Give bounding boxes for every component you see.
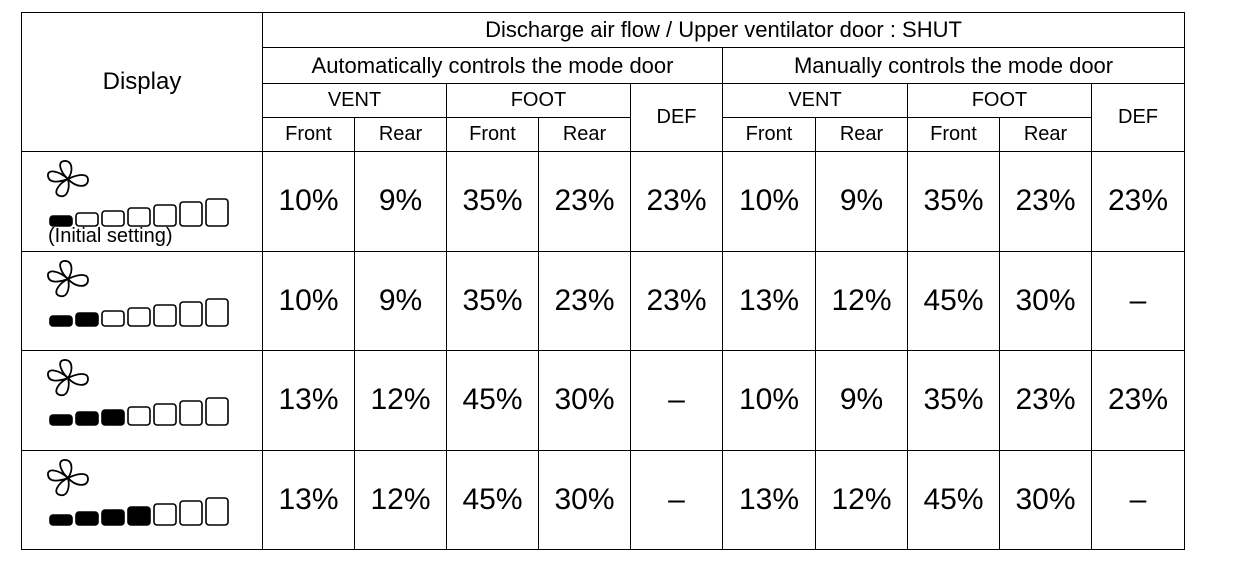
manual-vent-header: VENT [723,84,908,118]
fan-speed-bar-icon [180,302,202,326]
auto-foot-rear-value: 30% [539,351,631,451]
manual-foot-front-value: 35% [908,152,1000,252]
fan-speed-bar-icon [102,311,124,326]
fan-speed-bar-icon [206,299,228,326]
manual-vent-rear-value: 9% [816,152,908,252]
auto-foot-rear-value: 30% [539,450,631,550]
auto-foot-front-header: Front [447,118,539,152]
table-row [22,351,1185,451]
fan-speed-bar-icon [206,398,228,425]
manual-def-value: 23% [1092,152,1185,252]
auto-vent-rear-header: Rear [355,118,447,152]
manual-foot-front-header: Front [908,118,1000,152]
fan-speed-bar-icon [128,208,150,226]
fan-speed-bar-icon [154,205,176,226]
auto-vent-header: VENT [263,84,447,118]
table-row [22,152,1185,252]
fan-speed-bar-icon [206,498,228,525]
auto-vent-rear-value: 12% [355,351,447,451]
fan-speed-indicator [48,393,238,427]
manual-def-value: – [1092,251,1185,351]
fan-speed-bar-icon [50,415,72,425]
display-header: Display [22,13,263,152]
auto-vent-front-value: 13% [263,351,355,451]
manual-foot-front-value: 45% [908,251,1000,351]
fan-speed-bar-icon [50,515,72,525]
auto-vent-front-header: Front [263,118,355,152]
auto-def-value: – [631,351,723,451]
fan-speed-bar-icon [128,407,150,425]
manual-foot-rear-value: 23% [1000,152,1092,252]
fan-speed-bar-icon [102,211,124,226]
initial-setting-note: (Initial setting) [48,225,173,247]
auto-mode-header: Automatically controls the mode door [263,48,723,84]
fan-speed-bar-icon [206,199,228,226]
fan-speed-bar-icon [154,504,176,525]
auto-vent-front-value: 10% [263,152,355,252]
manual-vent-rear-value: 12% [816,251,908,351]
manual-foot-front-value: 35% [908,351,1000,451]
auto-foot-rear-value: 23% [539,152,631,252]
fan-speed-bar-icon [180,401,202,425]
airflow-table [21,12,1185,550]
auto-def-header: DEF [631,84,723,152]
fan-speed-bar-icon [154,404,176,425]
manual-vent-rear-value: 9% [816,351,908,451]
auto-vent-rear-value: 9% [355,251,447,351]
auto-foot-front-value: 45% [447,450,539,550]
fan-speed-indicator [48,294,238,328]
manual-vent-front-value: 10% [723,351,816,451]
auto-vent-front-value: 10% [263,251,355,351]
manual-foot-rear-value: 30% [1000,251,1092,351]
manual-def-value: 23% [1092,351,1185,451]
fan-speed-bar-icon [102,510,124,525]
manual-foot-rear-value: 30% [1000,450,1092,550]
manual-vent-front-value: 13% [723,251,816,351]
manual-foot-rear-value: 23% [1000,351,1092,451]
fan-speed-bar-icon [76,412,98,425]
auto-foot-rear-header: Rear [539,118,631,152]
fan-speed-bar-icon [180,202,202,226]
auto-vent-rear-value: 9% [355,152,447,252]
fan-speed-bar-icon [50,316,72,326]
auto-def-value: – [631,450,723,550]
table-row [22,450,1185,550]
auto-def-value: 23% [631,152,723,252]
manual-mode-header: Manually controls the mode door [723,48,1185,84]
manual-def-header: DEF [1092,84,1185,152]
fan-display-cell [22,152,263,252]
manual-vent-rear-header: Rear [816,118,908,152]
manual-vent-rear-value: 12% [816,450,908,550]
fan-speed-bar-icon [154,305,176,326]
fan-display-cell [22,351,263,451]
fan-speed-bar-icon [128,308,150,326]
fan-speed-indicator [48,493,238,527]
fan-speed-bar-icon [128,507,150,525]
manual-vent-front-header: Front [723,118,816,152]
auto-foot-front-value: 35% [447,152,539,252]
table-row [22,251,1185,351]
auto-def-value: 23% [631,251,723,351]
fan-display-cell [22,251,263,351]
fan-display-cell [22,450,263,550]
manual-foot-front-value: 45% [908,450,1000,550]
auto-vent-rear-value: 12% [355,450,447,550]
manual-foot-header: FOOT [908,84,1092,118]
manual-vent-front-value: 10% [723,152,816,252]
auto-foot-front-value: 45% [447,351,539,451]
fan-speed-bar-icon [76,313,98,326]
auto-foot-rear-value: 23% [539,251,631,351]
fan-speed-bar-icon [180,501,202,525]
manual-foot-rear-header: Rear [1000,118,1092,152]
fan-speed-bar-icon [76,512,98,525]
table-title: Discharge air flow / Upper ventilator door : SHUT [263,13,1185,48]
manual-def-value: – [1092,450,1185,550]
auto-vent-front-value: 13% [263,450,355,550]
fan-speed-bar-icon [102,410,124,425]
fan-speed-indicator [48,194,238,228]
auto-foot-front-value: 35% [447,251,539,351]
manual-vent-front-value: 13% [723,450,816,550]
auto-foot-header: FOOT [447,84,631,118]
